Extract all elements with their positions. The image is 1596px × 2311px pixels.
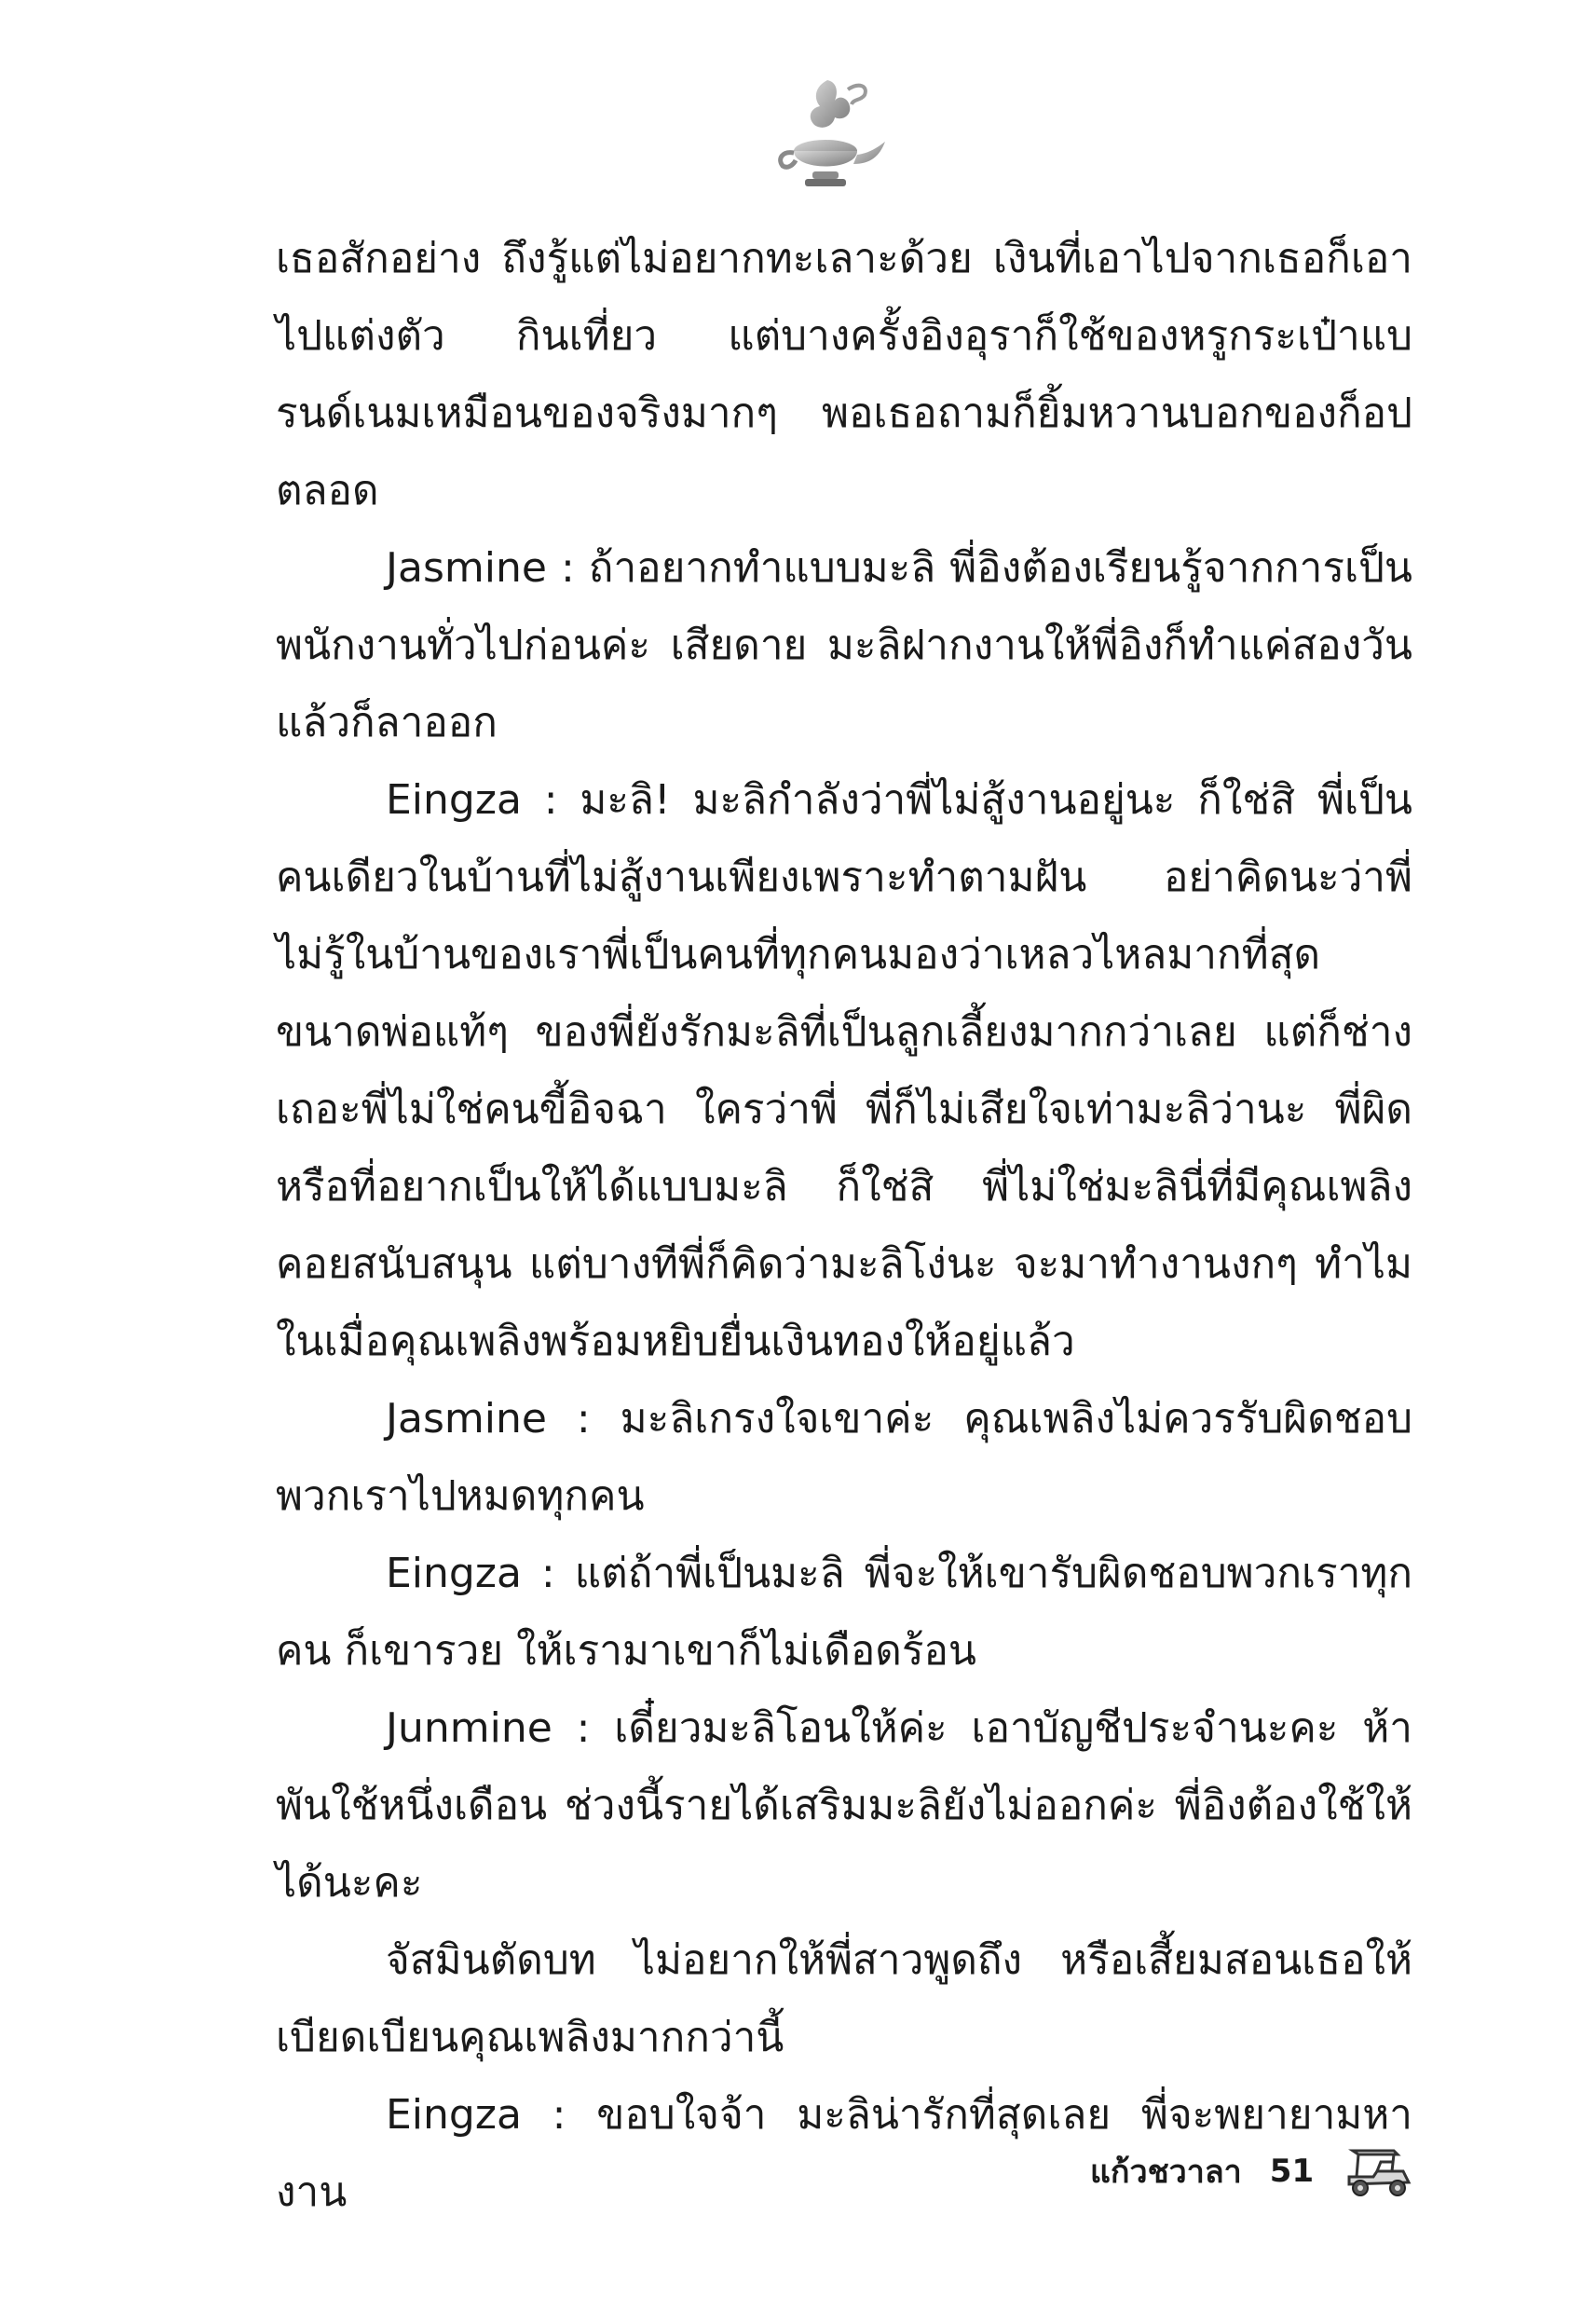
paragraph-3: Eingza : มะลิ! มะลิกำลังว่าพี่ไม่สู้งานอยู่นะ ก็ใช่สิ พี่เป็นคนเดียวในบ้านที่ไม่สู้งานเพียงเพราะทำตามฝัน อย่าคิดนะว่าพี่ไม่รู้ในบ้านของเราพี่เป็นคนที่ทุกคนมองว่าเหลวไหลมากที่สุด ขนาดพ่อแท้ๆ ของพี่ยังรักมะลิที่เป็นลูกเลี้ยงมากกว่าเลย แต่ก็ช่างเถอะพี่ไม่ใช่คนขี้อิจฉา ใครว่าพี่ พี่ก็ไม่เสียใจเท่ามะลิว่านะ พี่ผิดหรือที่อยากเป็นให้ได้แบบมะลิ ก็ใช่สิ พี่ไม่ใช่มะลินี่ที่มีคุณเพลิงคอยสนับสนุน แต่บางทีพี่ก็คิดว่ามะลิโง่นะ จะมาทำงานงกๆ ทำไมในเมื่อคุณเพลิงพร้อมหยิบยื่นเงินทองให้อยู่แล้ว — [276, 776, 1412, 1365]
paragraph-1: เธอสักอย่าง ถึงรู้แต่ไม่อยากทะเลาะด้วย เงินที่เอาไปจากเธอก็เอาไปแต่งตัว กินเที่ยว แต่บางครั้งอิงอุราก็ใช้ของหรูกระเป๋าแบรนด์เนมเหมือนของจริงมากๆ พอเธอถามก็ยิ้มหวานบอกของก็อปตลอด — [276, 235, 1412, 514]
paragraph-2: Jasmine : ถ้าอยากทำแบบมะลิ พี่อิงต้องเรียนรู้จากการเป็นพนักงานทั่วไปก่อนค่ะ เสียดาย มะลิฝากงานให้พี่อิงก็ทำแค่สองวันแล้วก็ลาออก — [276, 544, 1412, 746]
paragraph-7: จัสมินตัดบท ไม่อยากให้พี่สาวพูดถึง หรือเสี้ยมสอนเธอให้เบียดเบียนคุณเพลิงมากกว่านี้ — [276, 1936, 1412, 2061]
paragraph-6: Junmine : เดี๋ยวมะลิโอนให้ค่ะ เอาบัญชีประจำนะคะ ห้าพันใช้หนึ่งเดือน ช่วงนี้รายได้เสริมมะลิยังไม่ออกค่ะ พี่อิงต้องใช้ให้ได้นะคะ — [276, 1704, 1412, 1907]
page-number: 51 — [1269, 2153, 1315, 2190]
body-text — [276, 220, 1412, 2231]
book-title: แก้วชวาลา — [1090, 2154, 1242, 2191]
page-footer — [1090, 2134, 1481, 2208]
paragraph-4: Jasmine : มะลิเกรงใจเขาค่ะ คุณเพลิงไม่ควรรับผิดชอบพวกเราไปหมดทุกคน — [276, 1395, 1412, 1520]
golf-cart-icon — [1340, 2143, 1414, 2199]
paragraph-5: Eingza : แต่ถ้าพี่เป็นมะลิ พี่จะให้เขารับผิดชอบพวกเราทุกคน ก็เขารวย ให้เรามาเขาก็ไม่เดือดร้อน — [276, 1550, 1412, 1675]
genie-lamp-icon — [770, 73, 891, 194]
paragraph-8: Eingza : ขอบใจจ้า มะลิน่ารักที่สุดเลย พี่จะพยายามหางาน — [276, 2091, 1412, 2216]
